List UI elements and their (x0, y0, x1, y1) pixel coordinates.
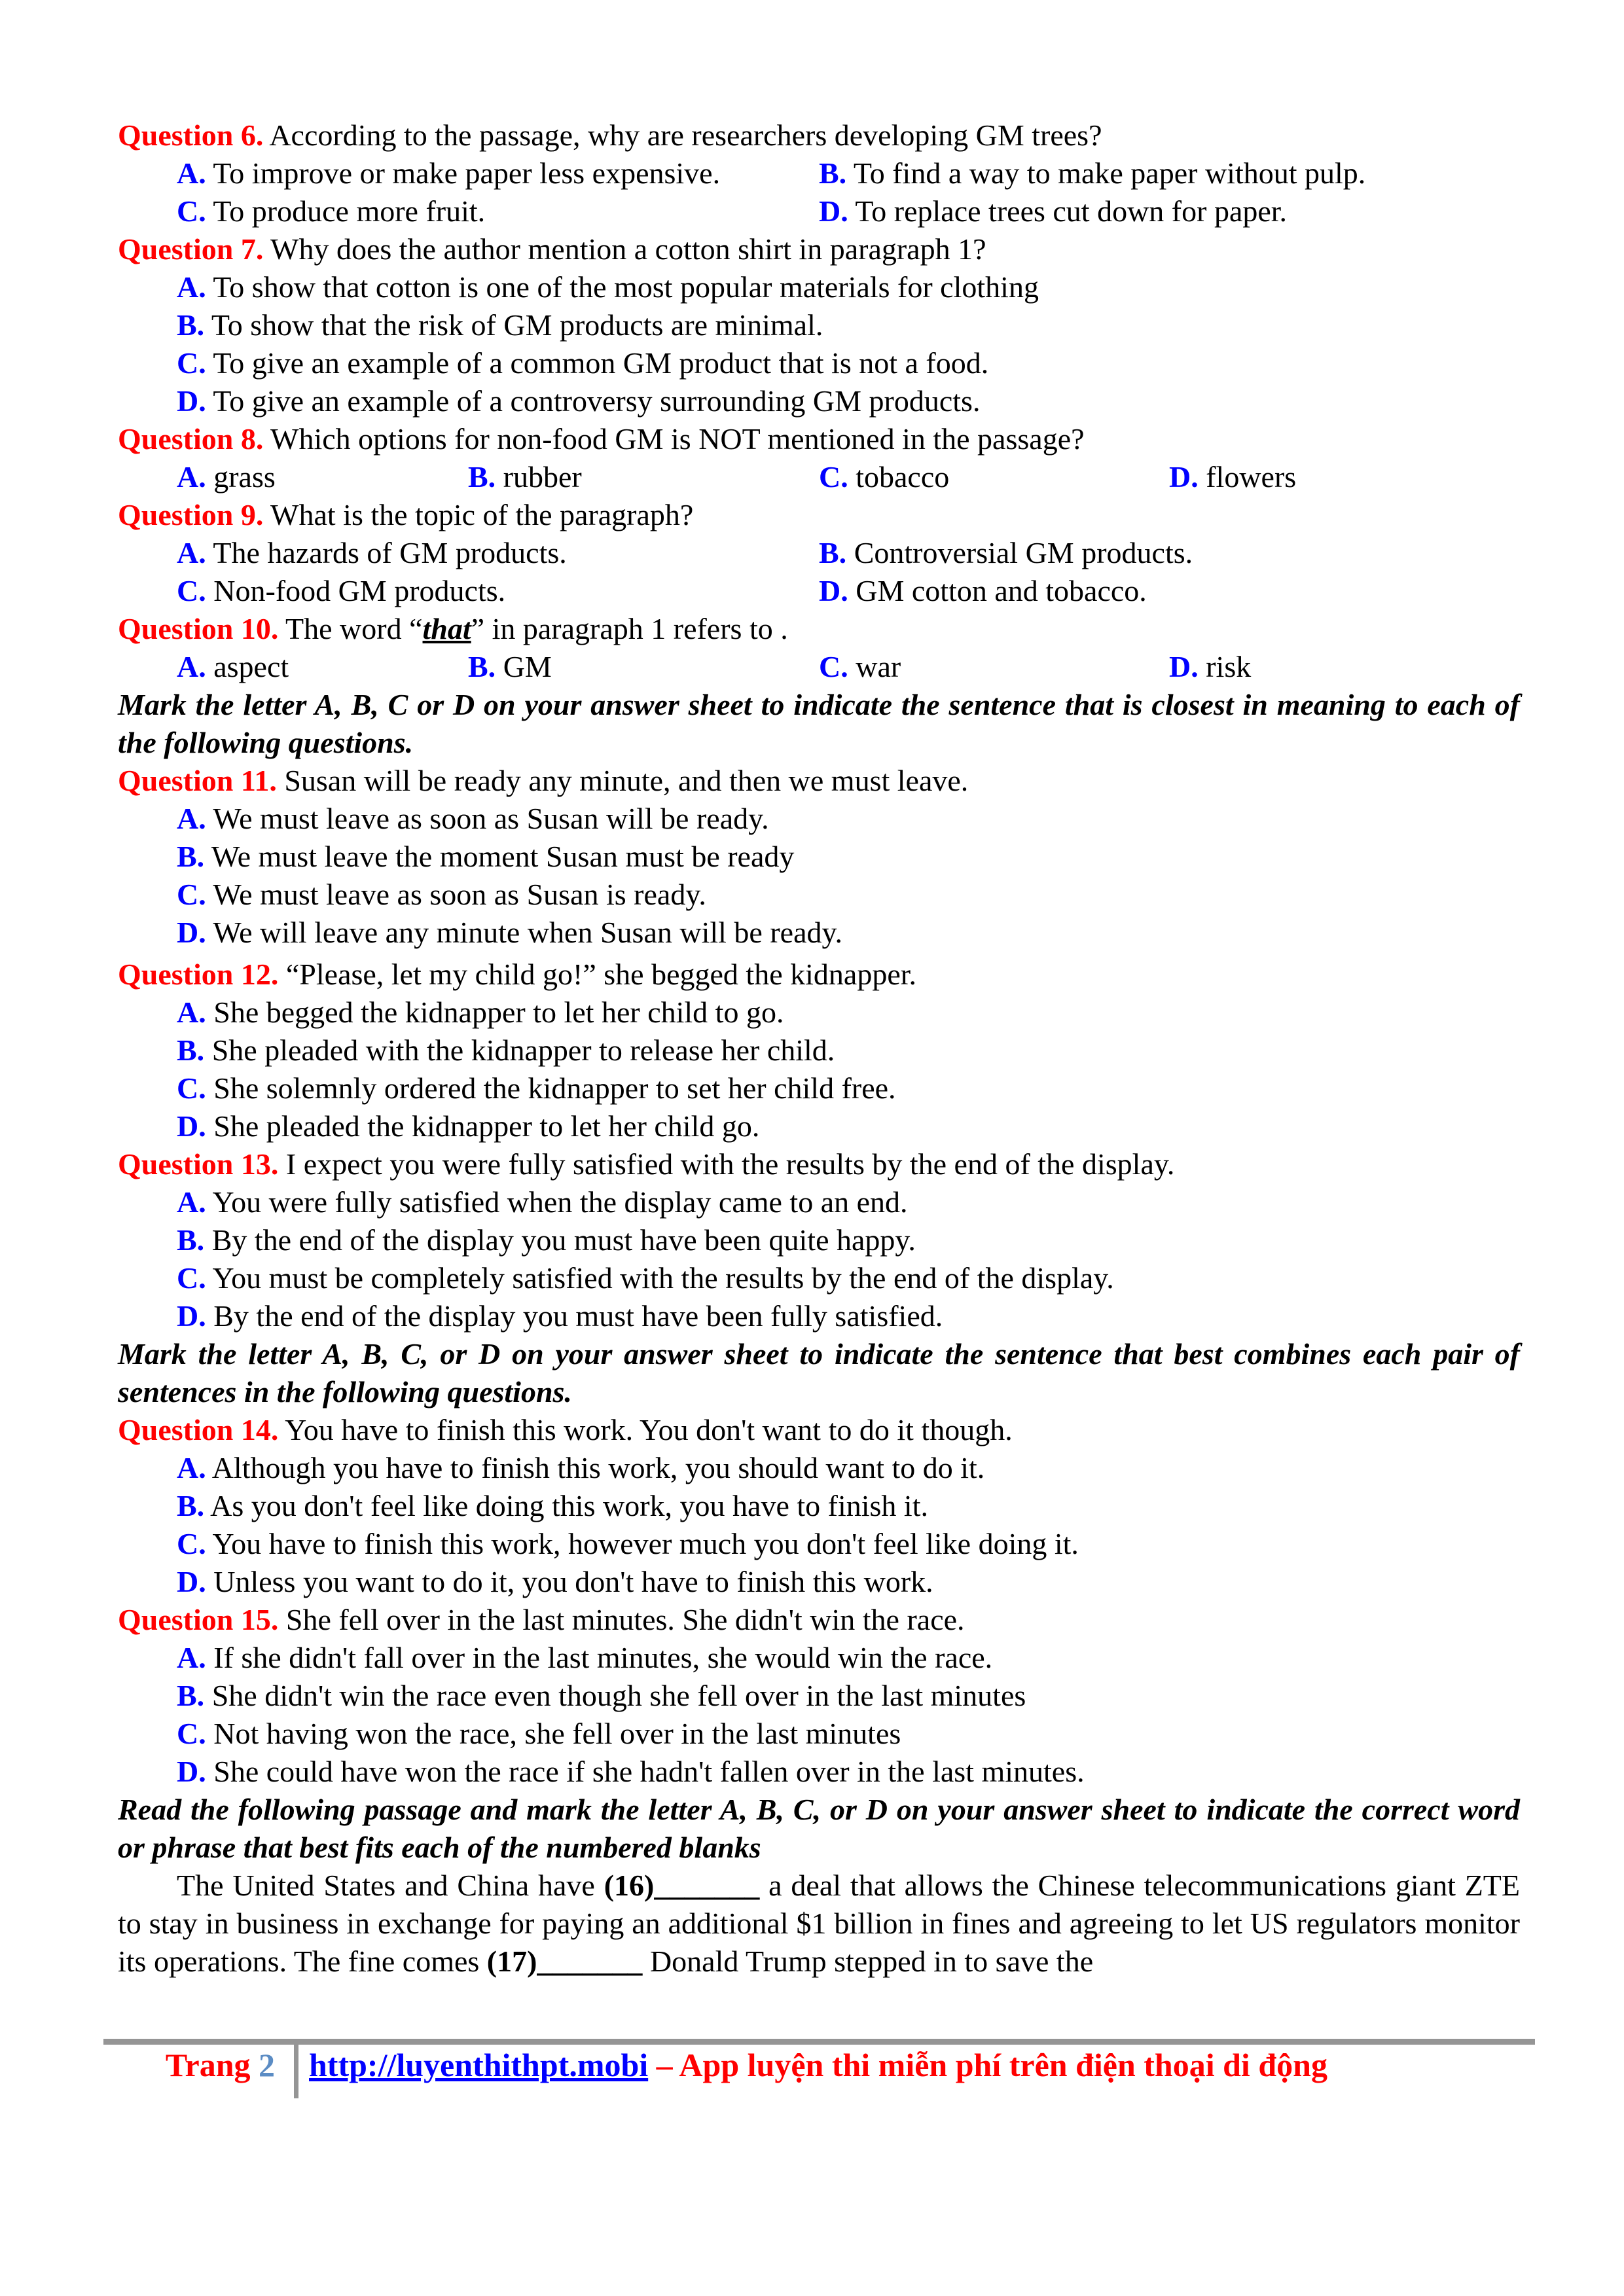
answer-option-a[interactable] (177, 534, 567, 572)
option-text: She pleaded with the kidnapper to release her child. (204, 1033, 835, 1067)
option-row (118, 344, 1520, 382)
question (118, 956, 1520, 1145)
option-row (118, 154, 1520, 192)
question-stem (118, 117, 1520, 154)
footer-text (309, 2046, 1327, 2084)
option-row (118, 382, 1520, 420)
option-text: She pleaded the kidnapper to let her child go. (206, 1109, 760, 1143)
page-number-value: 2 (259, 2047, 275, 2083)
footer-divider (103, 2039, 1535, 2045)
option-letter: C. (819, 650, 848, 683)
answer-option-d[interactable] (1169, 648, 1251, 686)
question (118, 1411, 1520, 1601)
passage-text: The United States and China have (177, 1869, 604, 1902)
answer-option-b[interactable] (177, 1489, 928, 1522)
option-row (118, 838, 1520, 876)
option-row (118, 1525, 1520, 1563)
answer-option-b[interactable] (177, 840, 794, 873)
question-label: Question 9. (118, 498, 264, 531)
option-text: Although you have to finish this work, you should want to do it. (206, 1451, 985, 1484)
option-text: We must leave the moment Susan must be ready (204, 840, 795, 873)
option-row (118, 876, 1520, 914)
question (118, 1145, 1520, 1335)
option-letter: D. (1169, 650, 1199, 683)
option-text: aspect (206, 650, 289, 683)
option-letter: B. (819, 536, 847, 569)
question (118, 762, 1520, 952)
option-text: To show that cotton is one of the most popular materials for clothing (206, 270, 1039, 304)
question (118, 117, 1520, 230)
answer-option-a[interactable] (177, 458, 276, 496)
answer-option-b[interactable] (468, 458, 582, 496)
section-instruction: Mark the letter A, B, C or D on your answer sheet to indicate the sentence that is closest in meaning to each of the following questions. (118, 688, 1520, 759)
option-row (118, 1297, 1520, 1335)
option-letter: A. (177, 1641, 206, 1674)
option-text: If she didn't fall over in the last minutes, she would win the race. (206, 1641, 993, 1674)
question-text: She fell over in the last minutes. She didn't win the race. (278, 1603, 965, 1636)
option-text: GM (496, 650, 552, 683)
answer-option-a[interactable] (177, 648, 289, 686)
option-letter: B. (177, 1223, 205, 1257)
answer-option-b[interactable] (819, 534, 1193, 572)
option-row (118, 1107, 1520, 1145)
option-text: grass (206, 460, 276, 493)
answer-option-c[interactable] (177, 878, 706, 911)
option-letter: C. (177, 194, 206, 228)
question-stem (118, 420, 1520, 458)
question-label: Question 7. (118, 232, 264, 266)
answer-option-d[interactable] (177, 1565, 933, 1598)
option-letter: A. (177, 650, 206, 683)
option-row (118, 458, 1520, 496)
option-row (118, 1449, 1520, 1487)
option-text: We will leave any minute when Susan will be ready. (206, 916, 843, 949)
passage-text: a deal that allows the Chinese telecommunications giant ZTE to stay in business in exchange for paying an additional $1 billion in fines and agreeing to let US regulators monitor its operations. The fine comes (118, 1869, 1520, 1978)
answer-option-c[interactable] (177, 572, 505, 610)
option-text: She begged the kidnapper to let her child to go. (206, 996, 784, 1029)
option-text: risk (1198, 650, 1252, 683)
option-letter: A. (177, 996, 206, 1029)
question (118, 230, 1520, 420)
question-stem (118, 762, 1520, 800)
option-text: To improve or make paper less expensive. (206, 156, 721, 190)
answer-option-a[interactable] (177, 802, 769, 835)
question-label: Question 8. (118, 422, 264, 456)
option-row (118, 306, 1520, 344)
option-text: To give an example of a common GM product that is not a food. (206, 346, 989, 380)
answer-option-d[interactable] (177, 384, 980, 418)
answer-option-b[interactable] (177, 1223, 916, 1257)
option-letter: C. (177, 1261, 206, 1295)
document-body (118, 117, 1520, 1981)
option-letter: A. (177, 1451, 206, 1484)
reading-passage (118, 1867, 1520, 1981)
option-text: We must leave as soon as Susan is ready. (206, 878, 706, 911)
option-letter: A. (177, 1185, 206, 1219)
option-letter: B. (468, 650, 496, 683)
footer-tagline: – App luyện thi miễn phí trên điện thoại di động (648, 2047, 1327, 2083)
blank-16: (16)_______ (604, 1869, 760, 1902)
option-letter: A. (177, 156, 206, 190)
option-text: You must be completely satisfied with the results by the end of the display. (206, 1261, 1114, 1295)
answer-option-c[interactable] (177, 1717, 901, 1750)
option-letter: B. (177, 308, 205, 342)
option-letter: C. (819, 460, 848, 493)
answer-option-b[interactable] (468, 648, 552, 686)
question-label: Question 14. (118, 1413, 279, 1446)
option-letter: D. (177, 1565, 206, 1598)
emphasized-word: that (422, 612, 471, 645)
option-row (118, 1753, 1520, 1791)
option-letter: A. (177, 536, 206, 569)
option-text: She solemnly ordered the kidnapper to set her child free. (206, 1071, 896, 1105)
option-letter: B. (177, 1679, 205, 1712)
question-label: Question 15. (118, 1603, 279, 1636)
option-row (118, 572, 1520, 610)
answer-option-d[interactable] (177, 916, 842, 949)
option-row (118, 994, 1520, 1031)
option-row (118, 914, 1520, 952)
option-text: Non-food GM products. (206, 574, 506, 607)
option-row (118, 1031, 1520, 1069)
option-row (118, 1221, 1520, 1259)
option-text: GM cotton and tobacco. (848, 574, 1147, 607)
option-letter: B. (468, 460, 496, 493)
option-row (118, 1677, 1520, 1715)
answer-option-a[interactable] (177, 154, 720, 192)
answer-option-a[interactable] (177, 1185, 908, 1219)
answer-option-a[interactable] (177, 1641, 992, 1674)
option-letter: A. (177, 802, 206, 835)
option-text: She could have won the race if she hadn't fallen over in the last minutes. (206, 1755, 1085, 1788)
question-text: The word “ (278, 612, 423, 645)
option-text: flowers (1198, 460, 1297, 493)
option-letter: D. (177, 916, 206, 949)
option-row (118, 1639, 1520, 1677)
option-letter: C. (177, 346, 206, 380)
option-row (118, 1563, 1520, 1601)
option-row (118, 192, 1520, 230)
option-text: tobacco (848, 460, 950, 493)
option-text: To show that the risk of GM products are minimal. (204, 308, 823, 342)
question-label: Question 6. (118, 118, 264, 152)
option-text: You have to finish this work, however much you don't feel like doing it. (206, 1527, 1079, 1560)
question-text: According to the passage, why are researchers developing GM trees? (263, 118, 1102, 152)
answer-option-c[interactable] (177, 192, 485, 230)
option-letter: D. (177, 384, 206, 418)
option-row (118, 800, 1520, 838)
question-stem (118, 956, 1520, 994)
question (118, 1601, 1520, 1791)
option-letter: B. (177, 840, 205, 873)
section-instruction: Read the following passage and mark the letter A, B, C, or D on your answer sheet to indicate the correct word or phrase that best fits each of the numbered blanks (118, 1793, 1520, 1864)
option-letter: D. (1169, 460, 1199, 493)
option-letter: D. (177, 1299, 206, 1333)
answer-option-d[interactable] (177, 1755, 1085, 1788)
question-stem (118, 230, 1520, 268)
question-text-end: ” in paragraph 1 refers to . (471, 612, 788, 645)
option-letter: C. (177, 878, 206, 911)
answer-option-c[interactable] (819, 458, 949, 496)
answer-option-c[interactable] (177, 1527, 1079, 1560)
blank-17: (17)_______ (486, 1945, 643, 1978)
page-number (166, 2046, 275, 2084)
answer-option-d[interactable] (177, 1109, 759, 1143)
answer-option-b[interactable] (819, 154, 1365, 192)
answer-option-d[interactable] (819, 192, 1287, 230)
page-label: Trang (165, 2047, 259, 2083)
option-text: Not having won the race, she fell over in the last minutes (206, 1717, 901, 1750)
question-label: Question 13. (118, 1147, 279, 1181)
option-letter: B. (177, 1489, 205, 1522)
answer-option-b[interactable] (177, 1679, 1026, 1712)
option-letter: A. (177, 270, 206, 304)
question (118, 420, 1520, 496)
option-letter: D. (177, 1109, 206, 1143)
question-label: Question 11. (118, 764, 277, 797)
option-text: To replace trees cut down for paper. (848, 194, 1288, 228)
answer-option-c[interactable] (177, 1261, 1114, 1295)
option-row (118, 648, 1520, 686)
option-text: By the end of the display you must have been quite happy. (204, 1223, 916, 1257)
answer-option-c[interactable] (819, 648, 901, 686)
option-text: She didn't win the race even though she fell over in the last minutes (204, 1679, 1026, 1712)
option-row (118, 1183, 1520, 1221)
option-text: The hazards of GM products. (206, 536, 567, 569)
answer-option-d[interactable] (177, 1299, 943, 1333)
option-text: Controversial GM products. (846, 536, 1193, 569)
answer-option-b[interactable] (177, 1033, 835, 1067)
option-text: rubber (496, 460, 582, 493)
option-text: To find a way to make paper without pulp. (846, 156, 1366, 190)
question-text: Why does the author mention a cotton shirt in paragraph 1? (263, 232, 986, 266)
question-stem (118, 610, 1520, 648)
answer-option-d[interactable] (819, 572, 1147, 610)
question-label: Question 12. (118, 958, 279, 991)
option-row (118, 534, 1520, 572)
option-letter: B. (819, 156, 847, 190)
section-instruction: Mark the letter A, B, C, or D on your answer sheet to indicate the sentence that best combines each pair of sentences in the following questions. (118, 1337, 1520, 1408)
question-label: Question 10. (118, 612, 279, 645)
answer-option-d[interactable] (1169, 458, 1296, 496)
question-text: I expect you were fully satisfied with the results by the end of the display. (278, 1147, 1175, 1181)
footer-link[interactable]: http://luyenthithpt.mobi (309, 2047, 649, 2083)
option-letter: B. (177, 1033, 205, 1067)
option-text: To produce more fruit. (206, 194, 486, 228)
option-letter: A. (177, 460, 206, 493)
question (118, 496, 1520, 610)
option-text: By the end of the display you must have been fully satisfied. (206, 1299, 943, 1333)
option-letter: C. (177, 1717, 206, 1750)
footer-vertical-divider (294, 2042, 298, 2098)
option-text: You were fully satisfied when the display came to an end. (206, 1185, 908, 1219)
answer-option-a[interactable] (177, 996, 784, 1029)
question-text: Which options for non-food GM is NOT mentioned in the passage? (263, 422, 1085, 456)
question-stem (118, 496, 1520, 534)
answer-option-a[interactable] (177, 1451, 984, 1484)
passage-text: Donald Trump stepped in to save the (642, 1945, 1094, 1978)
answer-option-c[interactable] (177, 1071, 896, 1105)
option-row (118, 268, 1520, 306)
option-letter: C. (177, 1071, 206, 1105)
option-letter: C. (177, 1527, 206, 1560)
option-letter: C. (177, 574, 206, 607)
option-text: Unless you want to do it, you don't have to finish this work. (206, 1565, 933, 1598)
option-letter: D. (819, 194, 848, 228)
option-row (118, 1487, 1520, 1525)
question-stem (118, 1145, 1520, 1183)
question-text: “Please, let my child go!” she begged the kidnapper. (278, 958, 917, 991)
question-text: Susan will be ready any minute, and then we must leave. (276, 764, 969, 797)
question-stem (118, 1411, 1520, 1449)
option-row (118, 1069, 1520, 1107)
option-row (118, 1715, 1520, 1753)
option-letter: D. (177, 1755, 206, 1788)
option-text: war (848, 650, 901, 683)
option-letter: D. (819, 574, 848, 607)
question-text: What is the topic of the paragraph? (263, 498, 694, 531)
answer-option-c[interactable] (177, 346, 988, 380)
option-text: To give an example of a controversy surrounding GM products. (206, 384, 981, 418)
option-row (118, 1259, 1520, 1297)
answer-option-a[interactable] (177, 270, 1039, 304)
answer-option-b[interactable] (177, 308, 823, 342)
question-stem (118, 1601, 1520, 1639)
question (118, 610, 1520, 686)
option-text: We must leave as soon as Susan will be ready. (206, 802, 769, 835)
option-text: As you don't feel like doing this work, you have to finish it. (204, 1489, 928, 1522)
question-text: You have to finish this work. You don't want to do it though. (278, 1413, 1013, 1446)
